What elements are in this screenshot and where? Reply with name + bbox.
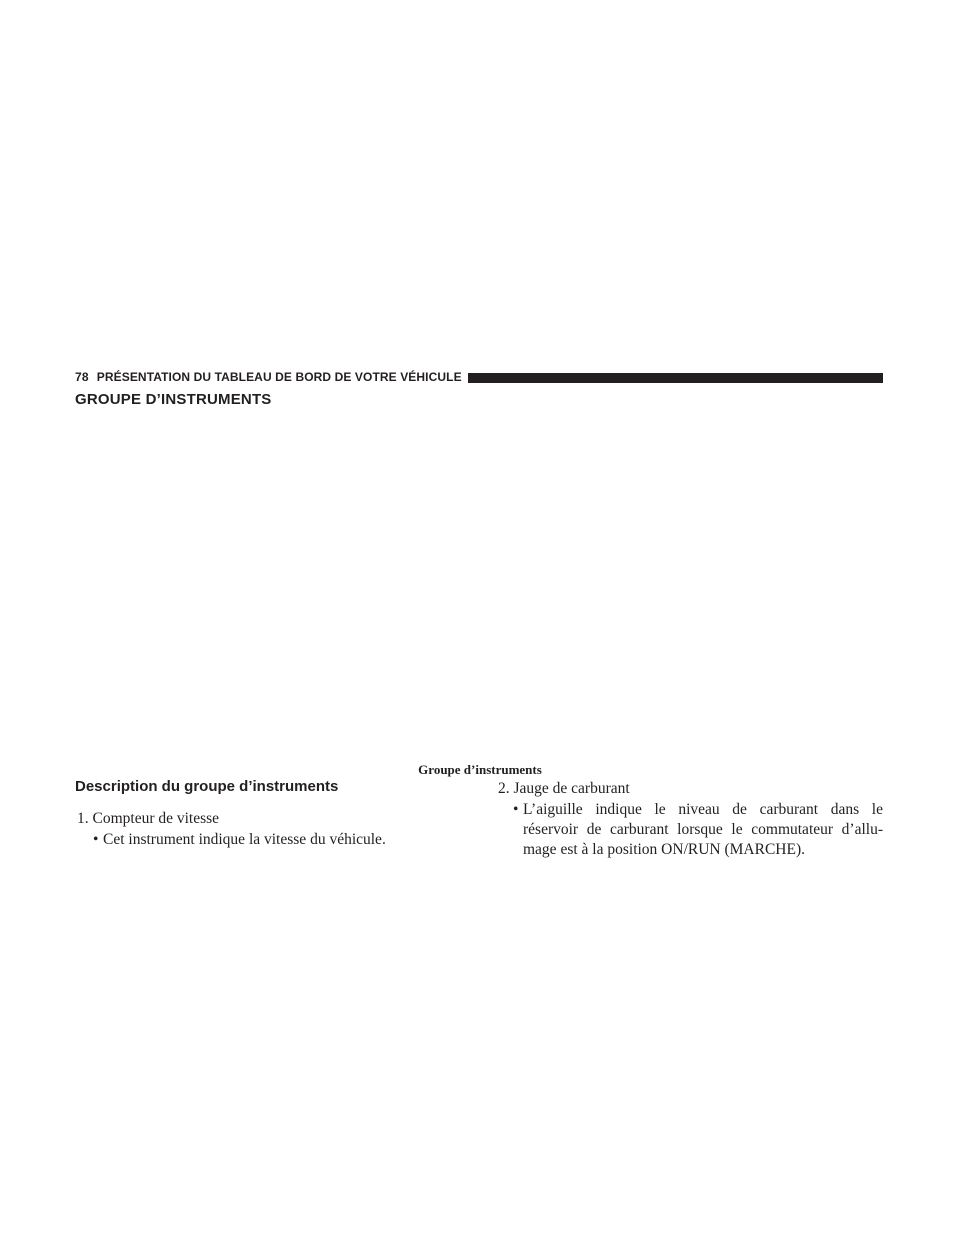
bullet-line-2: réservoir de carburant lorsque le commutateur d’allu- [523, 821, 883, 838]
section-title: GROUPE D’INSTRUMENTS [75, 391, 272, 408]
bullet-dot: • [93, 831, 99, 848]
page-number: 78 [75, 370, 89, 384]
figure-caption: Groupe d’instruments [418, 762, 542, 777]
left-column [75, 809, 455, 850]
instrument-cluster-figure [75, 412, 883, 756]
page-header [75, 369, 883, 385]
item-fuel-gauge-bullet [496, 800, 883, 860]
right-column [496, 779, 883, 860]
running-head: PRÉSENTATION DU TABLEAU DE BORD DE VOTRE VÉHICULE [96, 370, 462, 384]
bullet-line-3: mage est à la position ON/RUN (MARCHE). [523, 841, 805, 858]
item-speedometer-label: 1. Compteur de vitesse [77, 810, 220, 827]
description-title: Description du groupe d’instruments [75, 778, 339, 795]
bullet-line-1: L’aiguille indique le niveau de carburant dans le [523, 801, 883, 818]
bullet-text: Cet instrument indique la vitesse du véhicule. [103, 831, 386, 848]
item-speedometer-bullet [75, 830, 455, 850]
bullet-dot: • [513, 801, 519, 818]
header-rule [468, 373, 883, 383]
item-fuel-gauge-label: 2. Jauge de carburant [498, 780, 630, 797]
